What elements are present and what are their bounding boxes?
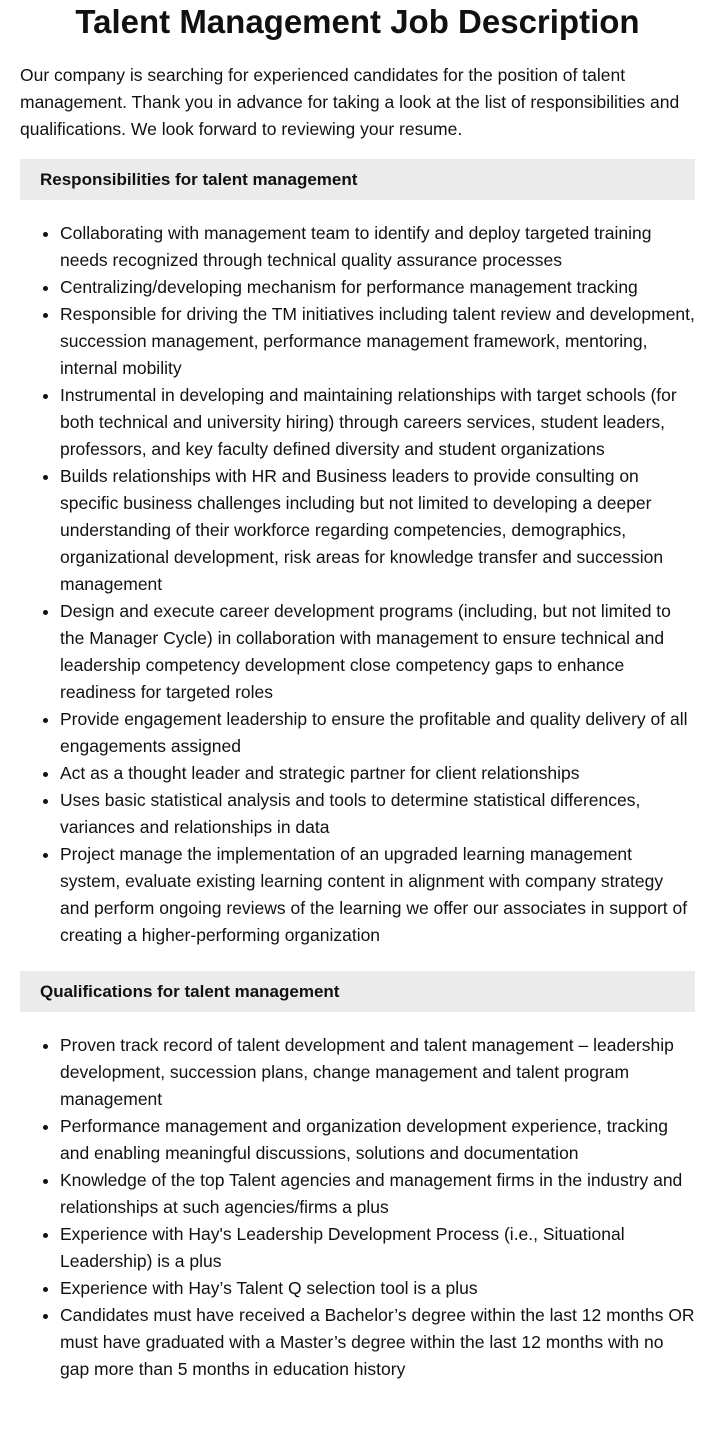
page-title: Talent Management Job Description <box>75 3 640 40</box>
list-item: • Act as a thought leader and strategic partner for client relationships <box>60 760 695 787</box>
qualifications-list <box>20 1032 695 1383</box>
list-item: • Project manage the implementation of an upgraded learning management system, evaluate existing learning content in alignment with company strategy and perform ongoing reviews of the learning we offer our associates in support of creating a higher-performing organization <box>60 841 695 949</box>
list-item: • Uses basic statistical analysis and tools to determine statistical differences, variances and relationships in data <box>60 787 695 841</box>
intro-paragraph: Our company is searching for experienced candidates for the position of talent management. Thank you in advance for taking a look at the list of responsibilities and qualifications. We look forward to reviewing your resume. <box>20 65 680 139</box>
list-item: • Design and execute career development programs (including, but not limited to the Manager Cycle) in collaboration with management to ensure technical and leadership competency development close competency gaps to enhance readiness for targeted roles <box>60 598 695 706</box>
list-item: • Experience with Hay's Leadership Development Process (i.e., Situational Leadership) is a plus <box>60 1221 695 1275</box>
list-item: • Performance management and organization development experience, tracking and enabling meaningful discussions, solutions and documentation <box>60 1113 695 1167</box>
list-item: • Candidates must have received a Bachelor’s degree within the last 12 months OR must have graduated with a Master’s degree within the last 12 months with no gap more than 5 months in education history <box>60 1302 695 1383</box>
list-item: • Provide engagement leadership to ensure the profitable and quality delivery of all engagements assigned <box>60 706 695 760</box>
list-item: • Proven track record of talent development and talent management – leadership development, succession plans, change management and talent program management <box>60 1032 695 1113</box>
responsibilities-list <box>20 220 695 949</box>
list-item: • Builds relationships with HR and Business leaders to provide consulting on specific business challenges including but not limited to developing a deeper understanding of their workforce regarding competencies, demographics, organizational development, risk areas for knowledge transfer and succession management <box>60 463 695 598</box>
list-item: • Collaborating with management team to identify and deploy targeted training needs recognized through technical quality assurance processes <box>60 220 695 274</box>
list-item: • Instrumental in developing and maintaining relationships with target schools (for both technical and university hiring) through careers services, student leaders, professors, and key faculty defined diversity and student organizations <box>60 382 695 463</box>
list-item: • Centralizing/developing mechanism for performance management tracking <box>60 274 695 301</box>
qualifications-heading: Qualifications for talent management <box>20 971 695 1012</box>
list-item: • Experience with Hay’s Talent Q selection tool is a plus <box>60 1275 695 1302</box>
responsibilities-heading: Responsibilities for talent management <box>20 159 695 200</box>
list-item: • Knowledge of the top Talent agencies and management firms in the industry and relationships at such agencies/firms a plus <box>60 1167 695 1221</box>
list-item: • Responsible for driving the TM initiatives including talent review and development, succession management, performance management framework, mentoring, internal mobility <box>60 301 695 382</box>
